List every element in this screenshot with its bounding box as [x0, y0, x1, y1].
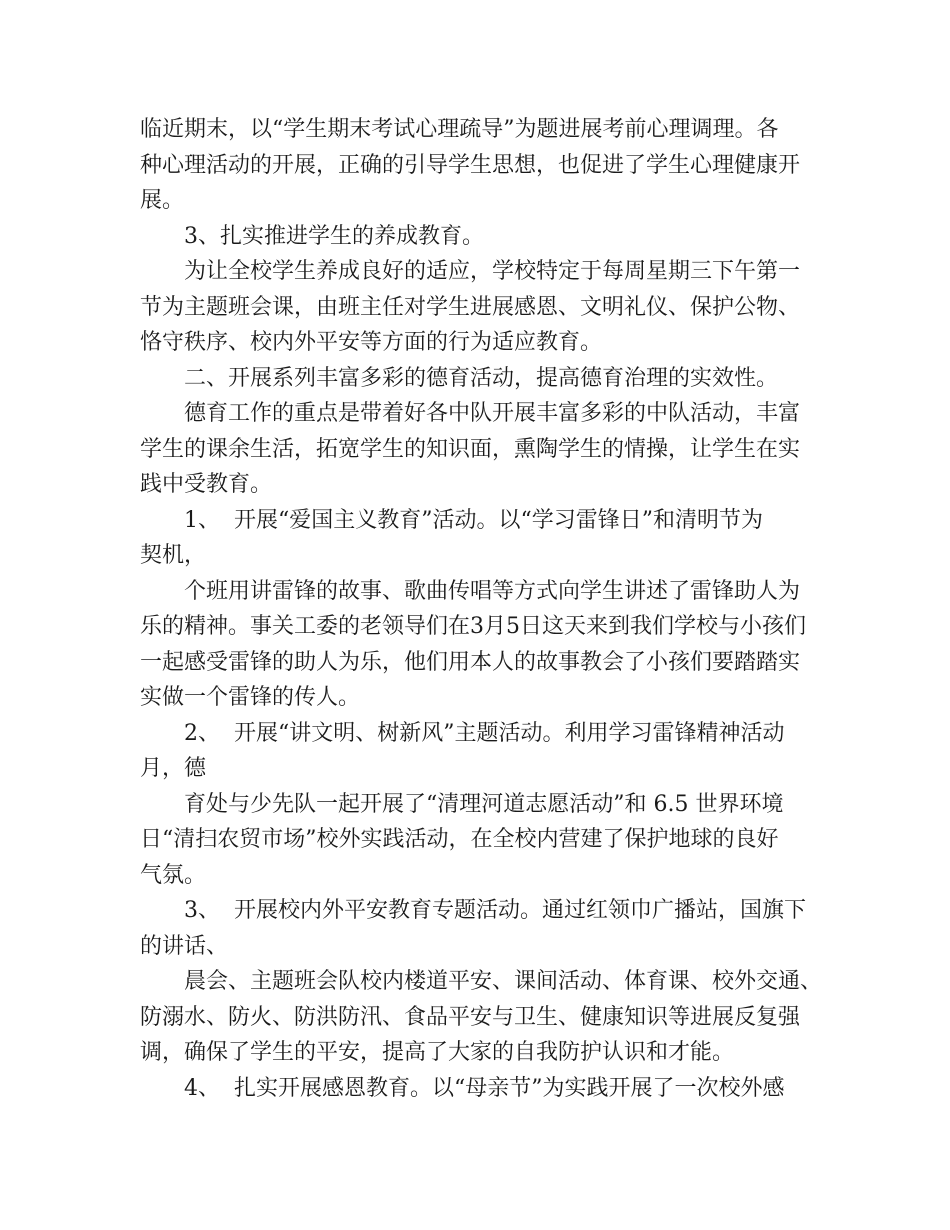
- text-line: 一起感受雷锋的助人为乐，他们用本人的故事教会了小孩们要踏踏实: [140, 649, 801, 675]
- text-line: 种心理活动的开展，正确的引导学生思想，也促进了学生心理健康开: [140, 152, 801, 178]
- text-line: 个班用讲雷锋的故事、歌曲传唱等方式向学生讲述了雷锋助人为: [184, 578, 801, 604]
- text-line: 为让全校学生养成良好的适应，学校特定于每周星期三下午第一: [184, 259, 801, 284]
- text-line: 气氛。: [140, 862, 207, 888]
- text-line: 1、 开展“爱国主义教育”活动。以“学习雷锋日”和清明节为: [184, 507, 763, 533]
- text-line: 月，德: [140, 756, 207, 781]
- text-line: 践中受教育。: [140, 472, 273, 497]
- text-line: 展。: [140, 188, 185, 213]
- text-line: 4、 扎实开展感恩教育。以“母亲节”为实践开展了一次校外感: [184, 1075, 785, 1101]
- text-line: 恪守秩序、校内外平安等方面的行为适应教育。: [140, 330, 603, 355]
- text-line: 的讲话、: [140, 933, 229, 959]
- text-line: 契机，: [140, 543, 207, 568]
- text-line: 3、扎实推进学生的养成教育。: [184, 223, 484, 249]
- text-line: 3、 开展校内外平安教育专题活动。通过红领巾广播站，国旗下: [184, 898, 806, 923]
- section-heading: 二、开展系列丰富多彩的德育活动，提高德育治理的实效性。: [184, 365, 779, 391]
- text-line: 育处与少先队一起开展了“清理河道志愿活动”和 6.5 世界环境: [184, 791, 784, 817]
- text-line: 防溺水、防火、防洪防汛、食品平安与卫生、健康知识等进展反复强: [140, 1004, 801, 1030]
- text-line: 乐的精神。事关工委的老领导们在3月5日这天来到我们学校与小孩们: [140, 614, 806, 639]
- text-line: 调，确保了学生的平安，提高了大家的自我防护认识和才能。: [140, 1040, 735, 1065]
- text-line: 德育工作的重点是带着好各中队开展丰富多彩的中队活动，丰富: [184, 401, 801, 426]
- text-line: 实做一个雷锋的传人。: [140, 685, 361, 710]
- document-body: [140, 112, 830, 1106]
- text-line: 2、 开展“讲文明、树新风”主题活动。利用学习雷锋精神活动: [184, 720, 785, 746]
- text-line: 学生的课余生活，拓宽学生的知识面，熏陶学生的情操，让学生在实: [140, 436, 801, 462]
- text-line: 节为主题班会课，由班主任对学生进展感恩、文明礼仪、保护公物、: [140, 294, 801, 320]
- text-line: 晨会、主题班会队校内楼道平安、课间活动、体育课、校外交通、: [184, 969, 823, 994]
- text-line: 日“清扫农贸市场”校外实践活动，在全校内营建了保护地球的良好: [140, 827, 779, 852]
- text-line: 临近期末，以“学生期末考试心理疏导”为题进展考前心理调理。各: [140, 117, 779, 142]
